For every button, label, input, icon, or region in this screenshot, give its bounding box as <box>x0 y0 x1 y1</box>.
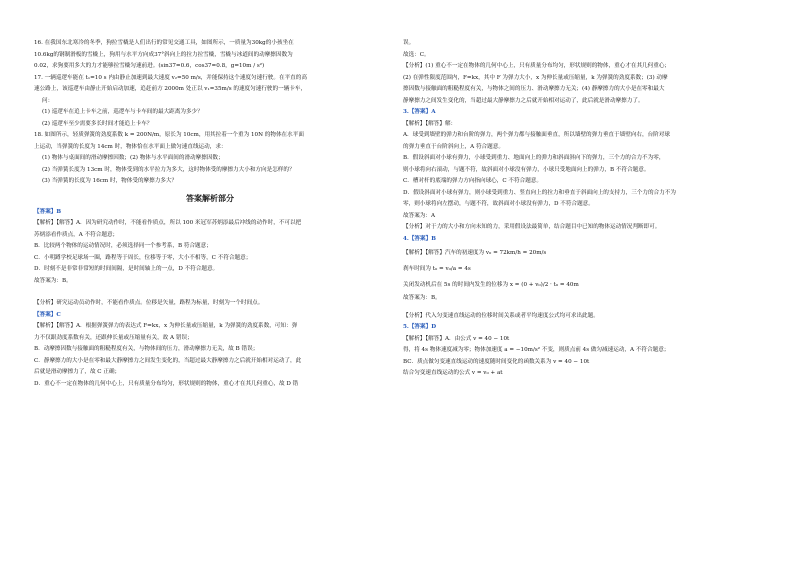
text-line: (2) 当弹簧长度为 13cm 时，物体受到的水平拉力为多大，这时物体受的摩擦力大小和方向是怎样的？ <box>42 166 295 173</box>
section-title: 答案解析部分 <box>186 192 234 203</box>
question-17 <box>34 73 386 131</box>
text-line: C．小明蹲学校足球场一圈，路程等于周长，位移等于零，大小不相等，C 不符合题意； <box>34 254 252 261</box>
text-line: 故答案为：B。 <box>403 295 441 301</box>
text-line: 10.6kg的钢制滑板的雪橇上，狗用与水平方向成37°斜向上的拉力拉雪橇，雪橇与冰道间的动摩擦因数为 <box>34 51 293 58</box>
answer-label: 5.【答案】D <box>403 324 437 330</box>
right-column <box>403 38 763 380</box>
analysis-line: 【分析】研究运动员动作时，不能看作质点。位移是矢量，路程为标量，时刻为一个时间点。 <box>34 300 264 306</box>
text-line: 速公路上，该巡逻车由静止开始启动加速，追赶前方 2000m 处正以 v₁=35m/s 的速度匀速行驶的一辆卡车， <box>34 86 307 92</box>
text-line: 16. 在我国东北寒冷的冬季，狗拉雪橇是人们出行的常见交通工具，如图所示，一质量为30kg的小孩坐在 <box>34 40 294 46</box>
text-line: 故选：C。 <box>403 51 430 58</box>
analysis-line: (2) 在弹性限度范围内，F=kx，其中 F 为弹力大小，x 为伸长量或压缩量，k 为弹簧的劲度系数；(3) 动摩 <box>403 74 668 81</box>
answer-1 <box>34 207 386 310</box>
text-line: B．比较两个物体的运动情况时，必须选择同一个参考系，B 符合题意； <box>34 243 212 249</box>
question-18 <box>34 130 386 188</box>
text-line: 【解析】【解答】A．根据弹簧弹力的表达式 F=kx，x 为伸长量或压缩量，k 为弹簧的劲度系数，可知：弹 <box>34 323 298 329</box>
text-line: 结合匀变速直线运动的公式 v = v₀ + at <box>403 370 503 376</box>
text-line: 的弹力垂直于台阶斜向上，A 符合题意。 <box>403 143 504 150</box>
analysis-line: 【分析】代入匀变速直线运动的位移时间关系或者平均速度公式均可求出此题。 <box>403 312 599 319</box>
text-line: B．动摩擦因数与接触面的粗糙程度有关，与物体间的压力，滑动摩擦力无关，故 B 错误； <box>34 346 259 352</box>
text-line: 故答案为：B。 <box>34 277 72 284</box>
text-line: 【解析】【解答】A．由公式 v = 40 − 10t <box>403 335 510 342</box>
text-line: 力不仅跟劲度系数有关，还跟伸长量或压缩量有关，故 A 错误； <box>34 334 193 341</box>
text-line: (1) 巡逻车在追上卡车之前，巡逻车与卡车间的最大距离为多少？ <box>42 109 203 115</box>
text-line: (2) 巡逻车至少需要多长时间才能追上卡车？ <box>42 120 153 127</box>
text-line: 【解析】【解答】解： <box>403 120 457 127</box>
formula-line: 刹车时间为 t₀ = v₀/a = 4s <box>403 266 471 272</box>
text-line: 17. 一辆巡逻车能在 t₁=10 s 内由静止加速到最大速度 v₂=50 m/s，并能保持这个速度匀速行驶。在平直的高 <box>34 74 307 81</box>
text-line: 问： <box>42 97 54 104</box>
text-line: 上运动，当弹簧的长度为 14cm 时，物体恰在水平面上做匀速直线运动，求： <box>34 143 227 150</box>
text-line: 故答案为：A <box>403 212 436 219</box>
answer-5 <box>403 322 763 380</box>
text-line: (3) 当弹簧的长度为 16cm 时，物体受的摩擦力多大？ <box>42 178 178 184</box>
question-16 <box>34 38 386 73</box>
analysis-2 <box>403 61 763 107</box>
text-line: 后就是滑动摩擦力了，故 C 正确； <box>34 369 121 375</box>
text-line: D．假设斜面对小球有弹力，则小球受到重力、竖直向上的拉力和垂直于斜面向上的支持力，三个力的合力不为 <box>403 189 676 196</box>
analysis-line: 静摩擦力之间发生变化的，当超过最大静摩擦力之后就开始相对运动了，此后就是滑动摩擦力了。 <box>403 97 644 104</box>
text-line: C．槽对杆的底端的弹力方向指向球心，C 不符合题意。 <box>403 178 542 184</box>
text-line: B．假设斜面对小球有弹力，小球受到重力、地面向上的弹力和斜面斜向下的弹力，三个力的合力不为零， <box>403 155 665 161</box>
text-line: 零，则小球将向左摆动，与题不符，故斜面对小球没有弹力，D 不符合题意。 <box>403 201 594 207</box>
text-line: 误。 <box>403 40 415 46</box>
answer-label: 【答案】C <box>34 311 61 318</box>
analysis-line: 擦因数与接触面的粗糙程度有关，与物体之间的压力、滑动摩擦力无关；(4) 静摩擦力的大小是在零和最大 <box>403 86 665 92</box>
answer-2 <box>34 310 386 391</box>
text-line: D．时刻不是非常非常短的时间间隔，是时间轴上的一点，D 不符合题意。 <box>34 266 219 272</box>
answer-label: 3.【答案】A <box>403 109 436 115</box>
analysis-line: 【分析】对于力的大小和方向未知的力，采用假设法最简单，结合题目中已知的物体运动情况判断即可。 <box>403 224 661 230</box>
text-line: C．静摩擦力的大小是在零和最大静摩擦力之间发生变化的，当超过最大静摩擦力之后就开始相对运动了，此 <box>34 357 302 364</box>
analysis-line: 【分析】(1) 重心不一定在物体的几何中心上，只有质量分布均匀，形状规则的物体，重心才在其几何重心； <box>403 63 671 69</box>
text-line: (1) 物体与桌面间的滑动摩擦因数；(2) 物体与水平面间的滑动摩擦因数； <box>42 155 224 161</box>
formula-line: 【解析】【解答】汽车的初速度为 v₀ = 72km/h = 20m/s <box>403 250 547 256</box>
text-line: D．重心不一定在物体的几何中心上，只有质量分布均匀，形状规则的物体，重心才在其几何重心，故 D 错 <box>34 380 299 387</box>
text-line: 【解析】【解答】A．因为研究动作时，不能看作质点，所以 100 米冠军苏炳添最后冲线的动作时，不可以把 <box>34 220 302 226</box>
text-line: A．球受到墙壁的弹力和台阶的弹力，两个弹力都与接触面垂直，所以墙壁的弹力垂直于墙壁向右，台阶对球 <box>403 132 670 138</box>
text-line: 得，将 4s 物体速度减为零；物体加速度 a = −10m/s² 不变，则质点前 4s 做匀减速运动，A 不符合题意； <box>403 347 670 353</box>
answer-4 <box>403 234 763 323</box>
answer-label: 4.【答案】B <box>403 235 436 242</box>
text-line: BC．质点做匀变速直线运动的速度随时间变化的函数关系为 v = 40 − 10t <box>403 358 590 365</box>
answer-label: 【答案】B <box>34 208 62 215</box>
text-line: 则小球将向右滚动，与题不符，故斜面对小球没有弹力，小球只受地面向上的弹力，B 不符合题意。 <box>403 166 650 173</box>
left-column <box>34 38 386 390</box>
text-line: 苏炳添看作质点，A 不符合题意； <box>34 231 119 238</box>
text-line: 18. 如图所示，轻质弹簧的劲度系数 k = 200N/m，原长为 10cm，用其拉着一个重为 10N 的物体在水平面 <box>34 132 304 138</box>
text-line: 0.02，求狗要用多大的力才能够拉雪橇匀速前进。(sin37=0.6，cos37=0.8，g=10m / s²) <box>34 63 265 69</box>
answer-3 <box>403 107 763 234</box>
formula-line: 关闭发动机后在 5s 的时间内发生的位移为 x = (0 + v₀)/2 · t₀ = 40m <box>403 282 579 288</box>
